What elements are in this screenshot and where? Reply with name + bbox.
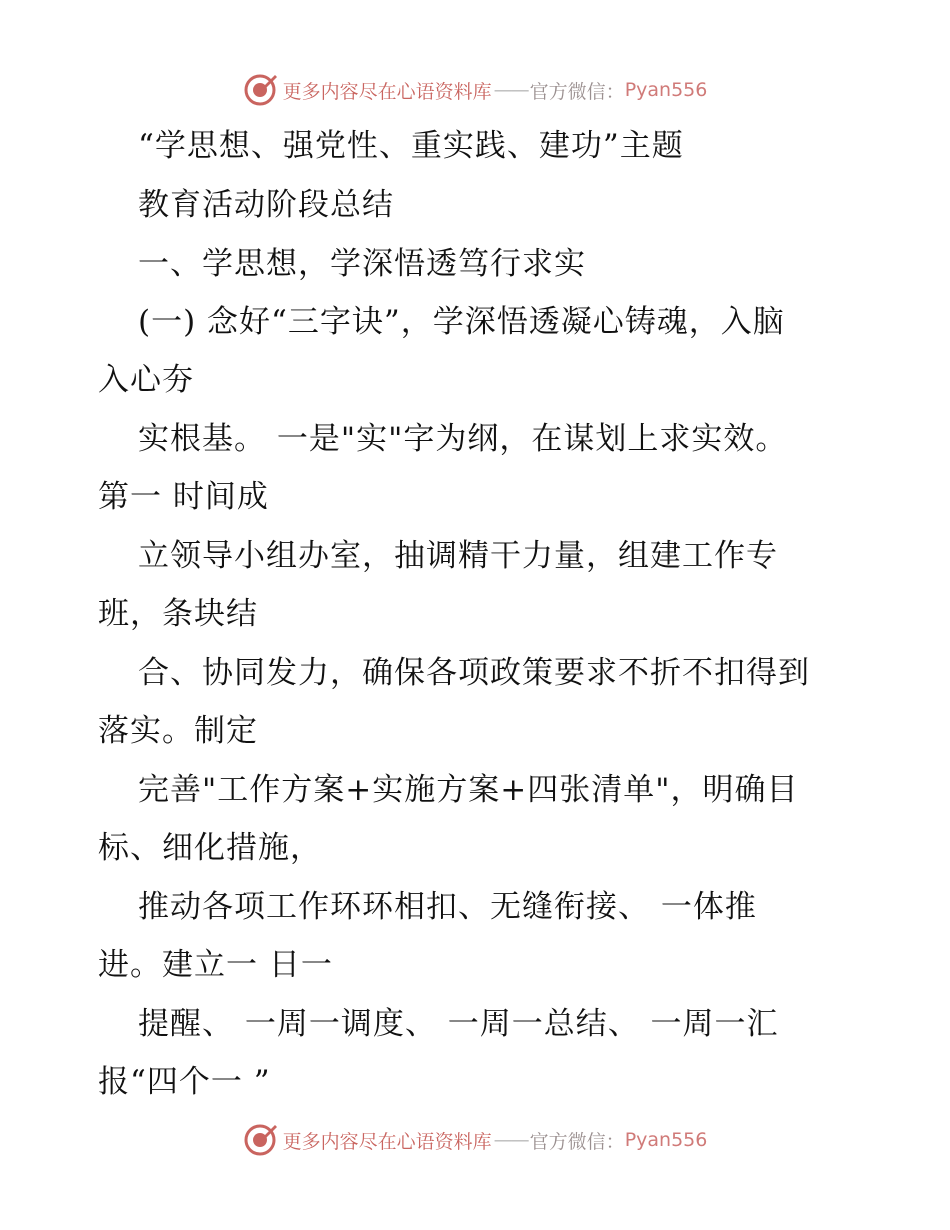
watermark-wechat-id: Pyan556 [624, 1129, 708, 1151]
watermark-dash: —— [493, 1129, 528, 1151]
watermark-text: 更多内容尽在心语资料库 [282, 1130, 492, 1153]
paragraph-line: 标、细化措施， [98, 830, 322, 866]
paragraph-line: 立领导小组办室，抽调精干力量，组建工作专 [138, 538, 778, 574]
paragraph-line: 完善"工作方案+实施方案+四张清单"，明确目 [138, 772, 799, 808]
footer-watermark [0, 1120, 950, 1160]
watermark-text: 更多内容尽在心语资料库 [282, 80, 492, 103]
paragraph-line: (一) 念好“三字诀”，学深悟透凝心铸魂，入脑 [138, 304, 785, 340]
pen-logo-icon [243, 1123, 277, 1157]
paragraph-line: 进。建立一 日一 [98, 947, 333, 983]
paragraph-line: 实根基。 一是"实"字为纲，在谋划上求实效。 [138, 421, 788, 457]
watermark-dash: —— [493, 79, 528, 101]
pen-logo-icon [243, 73, 277, 107]
paragraph-line: 第一 时间成 [98, 479, 269, 515]
paragraph-line: 班，条块结 [98, 596, 258, 632]
paragraph-line: 合、协同发力，确保各项政策要求不折不扣得到 [138, 655, 810, 691]
paragraph-line: 入心夯 [98, 362, 194, 398]
paragraph-line: 提醒、 一周一调度、 一周一总结、 一周一汇 [138, 1006, 779, 1042]
watermark-label: 官方微信： [529, 1130, 625, 1153]
paragraph-line: 推动各项工作环环相扣、无缝衔接、 一体推 [138, 889, 757, 925]
paragraph-line: 报“四个一 ” [98, 1064, 271, 1100]
header-watermark [0, 70, 950, 110]
doc-title-line-1: “学思想、强党性、重实践、建功”主题 [138, 128, 684, 164]
paragraph-line: 落实。制定 [98, 713, 258, 749]
doc-title-line-2: 教育活动阶段总结 [138, 187, 394, 223]
section-heading: 一、学思想，学深悟透笃行求实 [138, 246, 586, 282]
watermark-wechat-id: Pyan556 [624, 79, 708, 101]
watermark-label: 官方微信： [529, 80, 625, 103]
